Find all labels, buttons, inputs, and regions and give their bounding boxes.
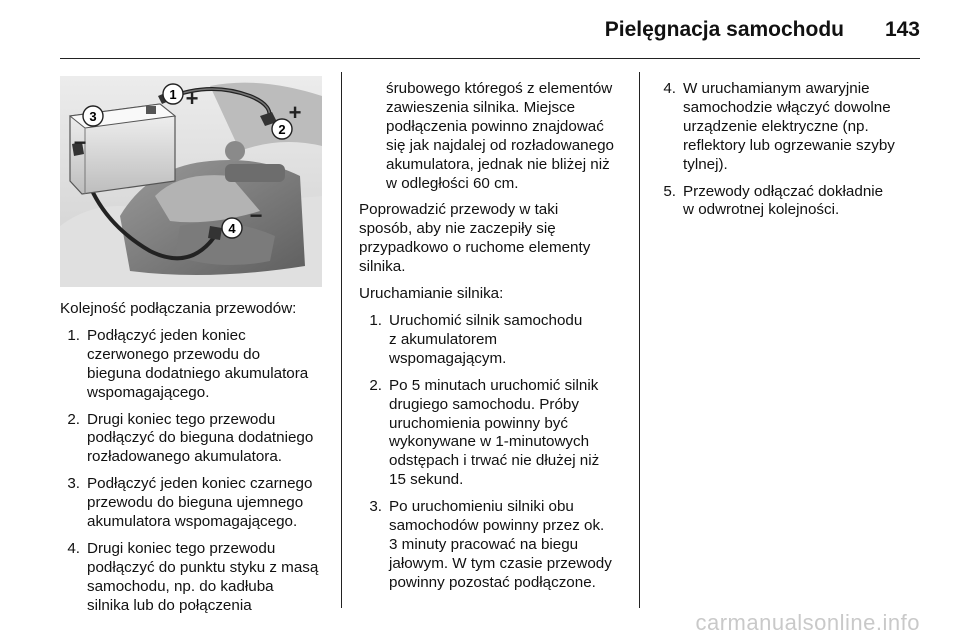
svg-text:2: 2 (278, 122, 286, 137)
continued-text: śrubowego któregoś z elementów zawieszenia silnika. Miejsce podłączenia powinno znajdować się jak najdalej od rozładowanego akumulatora, jednak nie bliżej niż w odległości 60 cm. (386, 80, 614, 192)
cable-routing-text: Poprowadzić przewody w taki sposób, aby nie zaczepiły się przypadkowo o ruchome elementy silnika. (359, 201, 591, 276)
svg-text:1: 1 (169, 87, 177, 102)
page-number: 143 (884, 18, 920, 41)
list-item: 5. Przewody odłączać dokładnie w odwrotnej kolejności. (663, 182, 884, 219)
list-item: 1. Podłączyć jeden koniec czerwonego przewodu do bieguna dodatniego akumulatora wspomagającego. (67, 326, 309, 401)
plus-sign: + (185, 86, 199, 111)
jump-start-illustration (60, 76, 322, 287)
column-1 (60, 300, 335, 624)
plus-sign: + (288, 100, 302, 125)
intro-text: Kolejność podłączania przewodów: (60, 300, 297, 317)
list-item: 3. Podłączyć jeden koniec czarnego przewodu do bieguna ujemnego akumulatora wspomagającego. (67, 475, 313, 531)
column-3 (656, 80, 918, 228)
minus-sign: − (73, 130, 87, 155)
column-divider (639, 72, 640, 608)
header-rule (60, 58, 920, 59)
minus-sign: − (249, 203, 263, 228)
column-2 (359, 80, 634, 601)
watermark: carmanualsonline.info (695, 610, 920, 635)
list-item: 4. Drugi koniec tego przewodu podłączyć do punktu styku z masą samochodu, np. do kadłuba silnika lub do połączenia (67, 539, 319, 614)
column-divider (341, 72, 342, 608)
list-item: 1. Uruchomić silnik samochodu z akumulatorem wspomagającym. (369, 311, 583, 367)
connection-steps (60, 327, 335, 616)
final-steps (656, 80, 918, 220)
list-item: 2. Po 5 minutach uruchomić silnik drugiego samochodu. Próby uruchomienia powinny być wykonywane w 1-minutowych odstępach i trwać nie dłużej niż 15 sekund. (369, 376, 600, 489)
list-item: 4. W uruchamianym awaryjnie samochodzie włączyć dowolne urządzenie elektryczne (np. reflektory lub ogrzewanie szyby tylnej). (663, 80, 895, 173)
engine-start-heading: Uruchamianie silnika: (359, 285, 504, 303)
callout-3 (83, 106, 103, 126)
page-header-title: Pielęgnacja samochodu (604, 18, 844, 41)
list-item: 2. Drugi koniec tego przewodu podłączyć do bieguna dodatniego rozładowanego akumulatora. (67, 410, 314, 466)
svg-text:4: 4 (228, 221, 236, 236)
svg-text:3: 3 (89, 109, 97, 124)
callout-1 (163, 84, 183, 104)
list-item: 3. Po uruchomieniu silniki obu samochodów powinny przez ok. 3 minuty pracować na biegu jałowym. W tym czasie przewody powinny pozostać podłączone. (369, 498, 612, 591)
engine-start-steps (359, 312, 634, 593)
callout-4 (222, 218, 242, 238)
